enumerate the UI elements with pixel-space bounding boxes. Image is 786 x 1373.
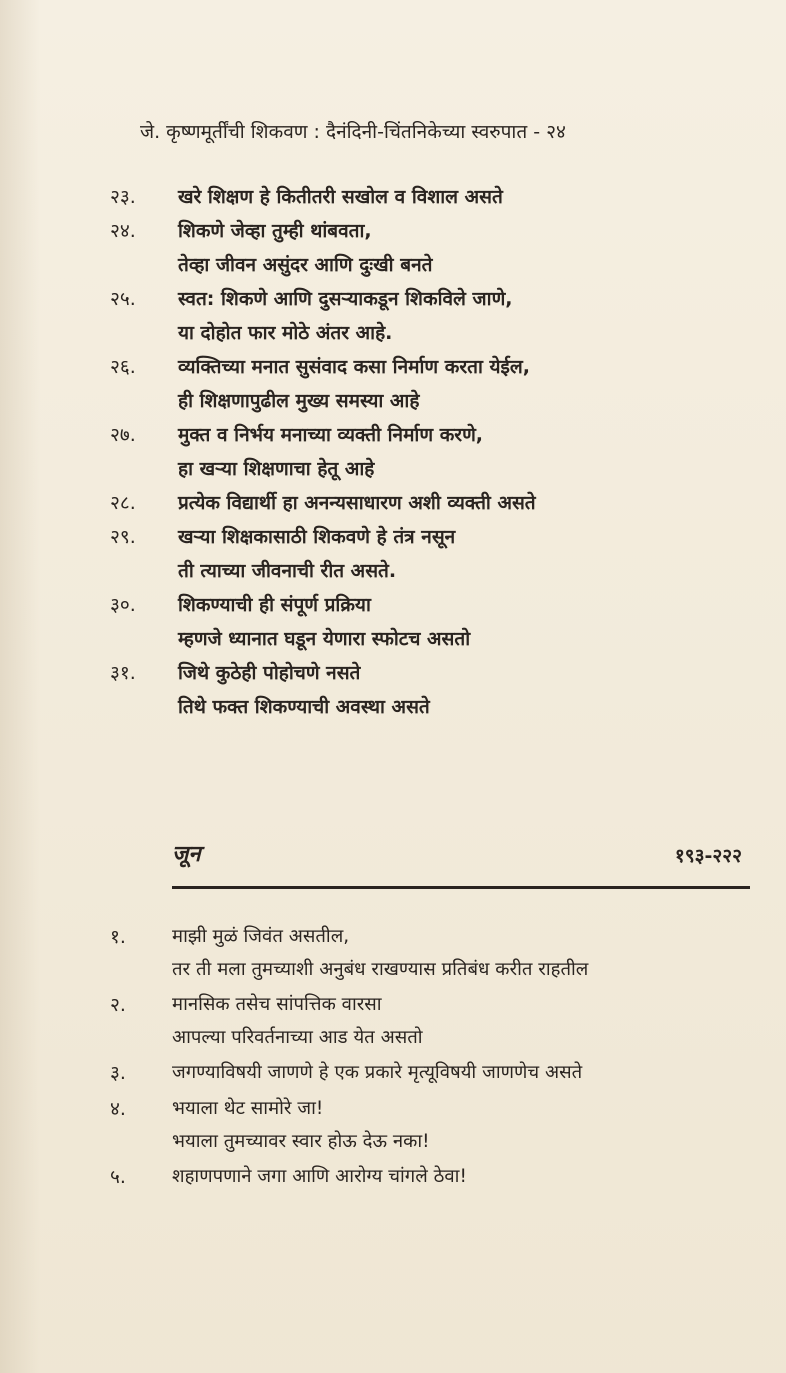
item-line: खरे शिक्षण हे कितीतरी सखोल व विशाल असते (178, 186, 503, 208)
list-item (110, 588, 750, 656)
month-title: जून (172, 842, 201, 867)
item-line: ही शिक्षणापुढील मुख्य समस्या आहे (178, 390, 420, 412)
section-divider (172, 886, 750, 889)
list-item (110, 520, 750, 588)
list-item (110, 214, 750, 282)
item-line: या दोहोत फार मोठे अंतर आहे. (178, 322, 393, 344)
list-item (110, 180, 750, 214)
item-line: खऱ्या शिक्षकासाठी शिकवणे हे तंत्र नसून (178, 526, 456, 548)
item-number: ३०. (110, 594, 136, 616)
item-number: २८. (110, 492, 136, 514)
list-item (110, 920, 770, 986)
item-number: ३. (110, 1062, 126, 1084)
list-item (110, 350, 750, 418)
item-line: शिकण्याची ही संपूर्ण प्रक्रिया (178, 594, 371, 616)
list-item (110, 418, 750, 486)
item-line: मुक्त व निर्भय मनाच्या व्यक्ती निर्माण करणे, (178, 424, 484, 446)
list-item (110, 282, 750, 350)
item-number: १. (110, 926, 126, 948)
item-line: मानसिक तसेच सांपत्तिक वारसा (172, 994, 382, 1015)
item-line: माझी मुळं जिवंत असतील, (172, 926, 350, 947)
item-line: हा खऱ्या शिक्षणाचा हेतू आहे (178, 458, 375, 480)
item-number: २६. (110, 356, 136, 378)
list-item (110, 1056, 770, 1090)
item-number: २३. (110, 186, 136, 208)
item-line: भयाला थेट सामोरे जा! (172, 1098, 324, 1119)
item-line: ती त्याच्या जीवनाची रीत असते. (178, 560, 397, 582)
item-line: व्यक्तिच्या मनात सुसंवाद कसा निर्माण करता येईल, (178, 356, 530, 378)
item-list-may (110, 180, 750, 724)
item-line: भयाला तुमच्यावर स्वार होऊ देऊ नका! (172, 1131, 430, 1152)
item-line: स्वत: शिकणे आणि दुसऱ्याकडून शिकविले जाणे, (178, 288, 513, 310)
item-line: जिथे कुठेही पोहोचणे नसते (178, 662, 361, 684)
item-line: आपल्या परिवर्तनाच्या आड येत असतो (172, 1027, 423, 1048)
item-number: ३१. (110, 662, 136, 684)
item-number: ५. (110, 1166, 126, 1188)
item-line: तर ती मला तुमच्याशी अनुबंध राखण्यास प्रतिबंध करीत राहतील (172, 959, 589, 980)
item-number: २७. (110, 424, 136, 446)
item-number: २९. (110, 526, 136, 548)
item-line: शिकणे जेव्हा तुम्ही थांबवता, (178, 220, 372, 242)
item-number: ४. (110, 1098, 126, 1120)
running-header: जे. कृष्णमूर्तींची शिकवण : दैनंदिनी-चिंतनिकेच्या स्वरुपात - २४ (140, 121, 566, 143)
list-item (110, 486, 750, 520)
list-item (110, 988, 770, 1054)
item-line: प्रत्येक विद्यार्थी हा अनन्यसाधारण अशी व्यक्ती असते (178, 492, 536, 514)
list-item (110, 656, 750, 724)
page-range: १९३-२२२ (674, 845, 742, 867)
item-list-june (110, 920, 770, 1196)
list-item (110, 1160, 770, 1194)
item-line: तिथे फक्त शिकण्याची अवस्था असते (178, 696, 430, 718)
list-item (110, 1092, 770, 1158)
month-section-header (172, 838, 750, 890)
item-line: शहाणपणाने जगा आणि आरोग्य चांगले ठेवा! (172, 1166, 467, 1187)
item-line: जगण्याविषयी जाणणे हे एक प्रकारे मृत्यूविषयी जाणणेच असते (172, 1062, 583, 1083)
item-line: म्हणजे ध्यानात घडून येणारा स्फोटच असतो (178, 628, 471, 650)
item-line: तेव्हा जीवन असुंदर आणि दुःखी बनते (178, 254, 433, 276)
item-number: २. (110, 994, 126, 1016)
item-number: २५. (110, 288, 136, 310)
item-number: २४. (110, 220, 136, 242)
